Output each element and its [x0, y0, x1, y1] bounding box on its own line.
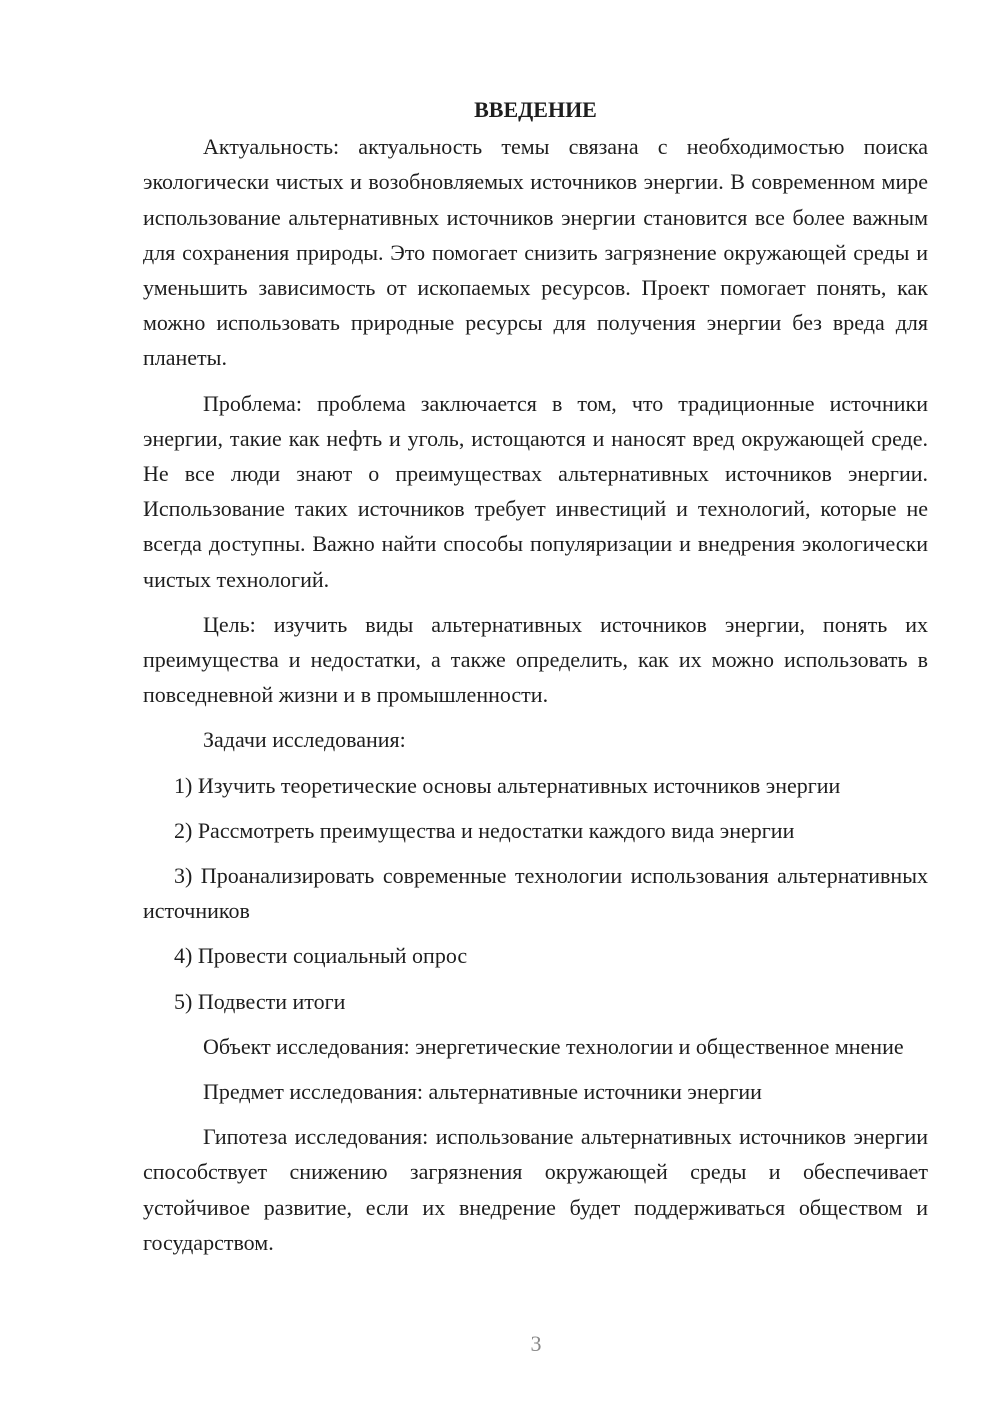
subject-paragraph: Предмет исследования: альтернативные источники энергии [203, 1079, 762, 1105]
task-item-1: 1) Изучить теоретические основы альтернативных источников энергии [174, 772, 841, 798]
object-paragraph: Объект исследования: энергетические технологии и общественное мнение [203, 1033, 904, 1059]
task-item-3: 3) Проанализировать современные технологии использования альтернативных источников [143, 863, 928, 924]
task-item-5: 5) Подвести итоги [174, 988, 346, 1014]
task-item-2: 2) Рассмотреть преимущества и недостатки каждого вида энергии [174, 817, 795, 843]
tasks-heading: Задачи исследования: [203, 727, 406, 753]
section-title: ВВЕДЕНИЕ [474, 97, 597, 122]
problem-paragraph: Проблема: проблема заключается в том, что традиционные источники энергии, такие как нефть и уголь, истощаются и наносят вред окружающей среде. Не все люди знают о преимуществах альтернативных источников энергии. Использование таких источников требует инвестиций и технологий, которые не всегда доступны. Важно найти способы популяризации и внедрения экологически чистых технологий. [143, 390, 928, 592]
hypothesis-paragraph: Гипотеза исследования: использование альтернативных источников энергии способствует снижению загрязнения окружающей среды и обеспечивает устойчивое развитие, если их внедрение будет поддерживаться обществом и государством. [143, 1124, 928, 1255]
page-content [143, 92, 928, 1270]
relevance-paragraph: Актуальность: актуальность темы связана с необходимостью поиска экологически чистых и возобновляемых источников энергии. В современном мире использование альтернативных источников энергии становится все более важным для сохранения природы. Это помогает снизить загрязнение окружающей среды и уменьшить зависимость от ископаемых ресурсов. Проект помогает понять, как можно использовать природные ресурсы для получения энергии без вреда для планеты. [143, 134, 928, 371]
task-item-4: 4) Провести социальный опрос [174, 943, 468, 969]
goal-paragraph: Цель: изучить виды альтернативных источников энергии, понять их преимущества и недостатки, а также определить, как их можно использовать в повседневной жизни и в промышленности. [143, 611, 928, 708]
page-number: 3 [530, 1331, 542, 1356]
